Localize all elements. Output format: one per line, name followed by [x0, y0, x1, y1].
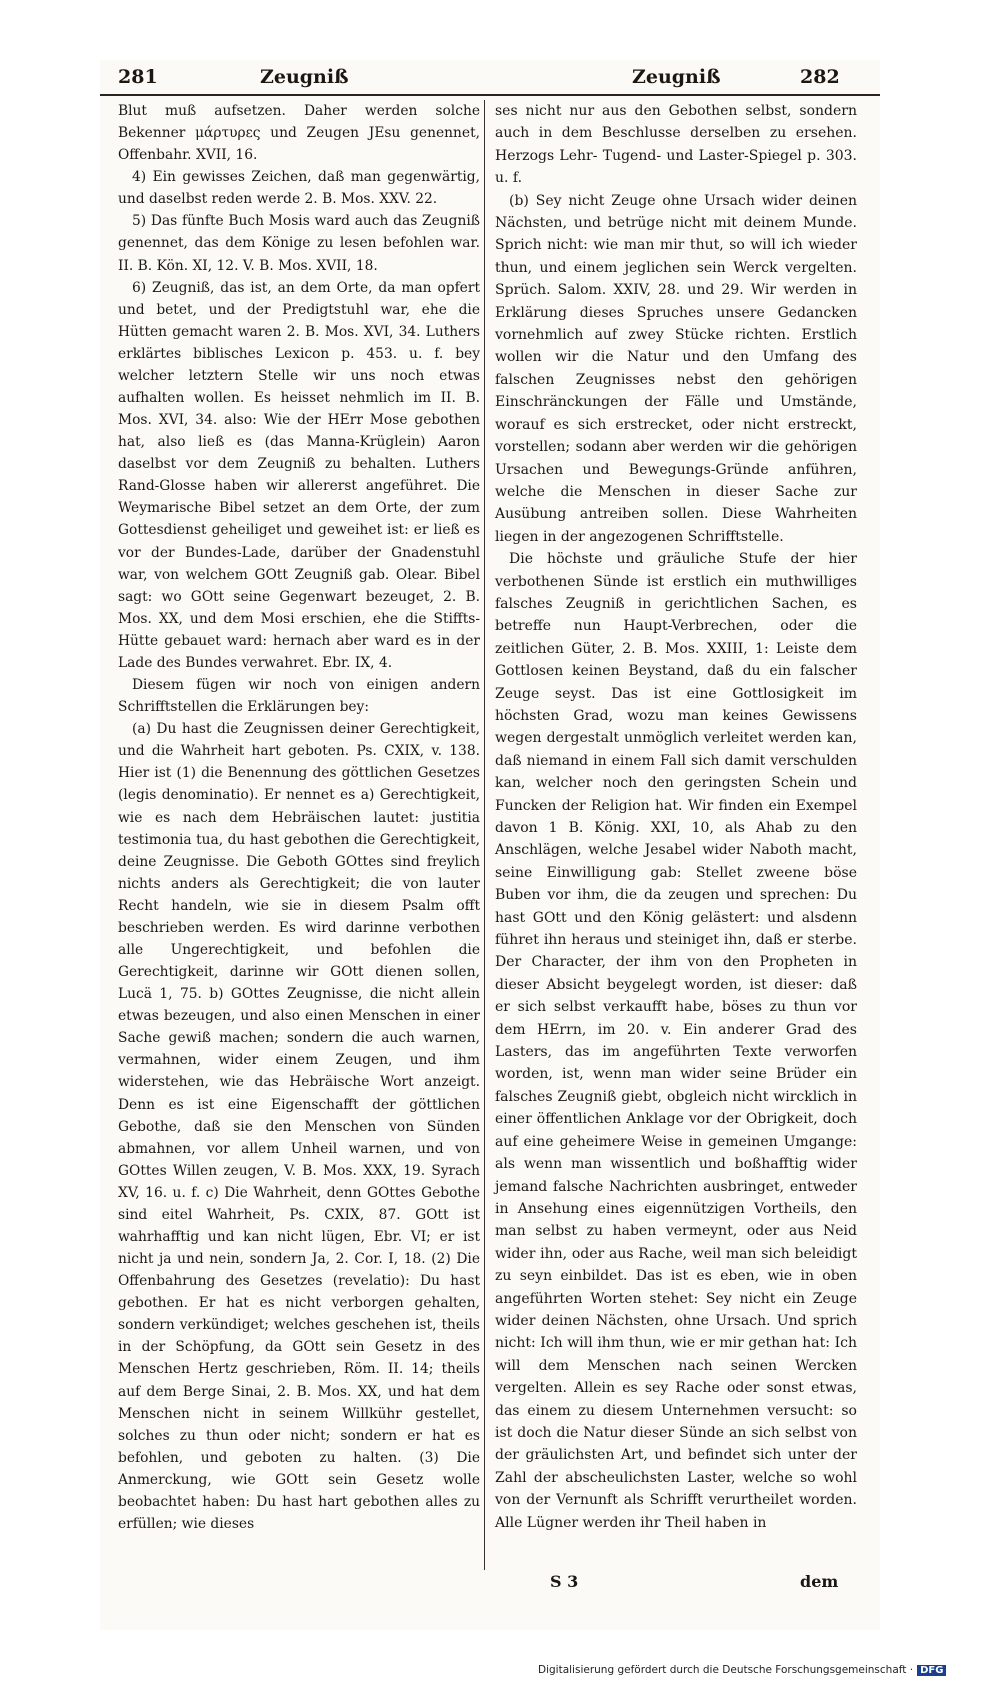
paragraph: Blut muß aufsetzen. Daher werden solche Bekenner μάρτυρες und Zeugen JEsu genennet, Offenbahr. XVII, 16. [118, 103, 480, 164]
paragraph: ses nicht nur aus den Gebothen selbst, sondern auch in dem Beschlusse derselben zu ersehen. Herzogs Lehr- Tugend- und Laster-Spiegel p. 303. u. f. [495, 103, 857, 187]
page-number-left: 281 [118, 66, 158, 88]
signature-mark: S 3 [550, 1572, 579, 1591]
paragraph: (b) Sey nicht Zeuge ohne Ursach wider deinen Nächsten, und betrüge nicht mit deinem Munde. Sprich nicht: wie man mir thut, so will ich wieder thun, und einem jeglichen sein Werck vergelten. Sprüch. Salom. XXIV, 28. und 29. Wir werden in Erklärung dieses Spruches unsere Gedancken vornehmlich auf zwey Stücke richten. Erstlich wollen wir die Natur und den Umfang des falschen Zeugnisses nebst den gehörigen Einschränckungen der Fälle und Umstände, worauf es sich erstrecket, oder nicht erstreckt, vorstellen; sodann aber werden wir die gehörigen Ursachen und Bewegungs-Gründe anführen, welche die Menschen in dieser Sache zur Ausübung antreiben sollen. Diese Wahrheiten liegen in der angezogenen Schrifftstelle. [495, 192, 857, 545]
column-divider [484, 100, 485, 1570]
paragraph: 5) Das fünfte Buch Mosis ward auch das Zeugniß genennet, das dem Könige zu lesen befohlen war. II. B. Kön. XI, 12. V. B. Mos. XVII, 18. [118, 213, 480, 274]
paragraph: (a) Du hast die Zeugnissen deiner Gerechtigkeit, und die Wahrheit hart geboten. Ps. CXIX, v. 138. Hier ist (1) die Benennung des göttlichen Gesetzes (legis denominatio). Er nennet es a) Gerechtigkeit, wie es nach dem Hebräischen lautet: justitia testimonia tua, du hast gebothen die Gerechtigkeit, deine Zeugnisse. Die Geboth GOttes sind freylich nichts anders als Gerechtigkeit; die von lauter Recht handeln, wie sie in diesem Psalm offt beschrieben werden. Es wird darinne verbothen alle Ungerechtigkeit, und befohlen die Gerechtigkeit, darinne wir GOtt dienen sollen, Lucä 1, 75. b) GOttes Zeugnisse, die nicht allein etwas bezeugen, und also einen Menschen in einer Sache gewiß machen; sondern die auch warnen, vermahnen, wider einem Zeugen, und ihm widerstehen, wie das Hebräische Wort anzeigt. Denn es ist eine Eigenschafft der göttlichen Gebothe, daß sie den Menschen von Sünden abmahnen, vor allem Unheil warnen, und von GOttes Willen zeugen, V. B. Mos. XXX, 19. Syrach XV, 16. u. f. c) Die Wahrheit, denn GOttes Gebothe sind eitel Wahrheit, Ps. CXIX, 87. GOtt ist wahrhafftig und kan nicht lügen, Ebr. VI; er ist nicht ja und nein, sondern Ja, 2. Cor. I, 18. (2) Die Offenbahrung des Gesetzes (revelatio): Du hast gebothen. Er hat es nicht verborgen gehalten, sondern verkündiget; welches geschehen ist, theils in der Schöpfung, da GOtt sein Gesetz in des Menschen Hertz geschrieben, Röm. II. 14; theils auf dem Berge Sinai, 2. B. Mos. XX, und hat dem Menschen nicht in seinem Willkühr gestellet, solches zu thun oder nicht; sondern er hat es befohlen, und geboten zu halten. (3) Die Anmerckung, wie GOtt sein Gesetz wolle beobachtet haben: Du hast hart gebothen alles zu erfüllen; wie dieses [118, 721, 480, 1532]
paragraph: 6) Zeugniß, das ist, an dem Orte, da man opfert und betet, und der Predigtstuhl war, ehe die Hütten gemacht waren 2. B. Mos. XVI, 34. Luthers erklärtes biblisches Lexicon p. 453. u. f. bey welcher letztern Stelle wir uns noch etwas aufhalten wollen. Es heisset nehmlich im II. B. Mos. XVI, 34. also: Wie der HErr Mose gebothen hat, also ließ es (das Manna-Krüglein) Aaron daselbst vor dem Zeugniß zu behalten. Luthers Rand-Glosse haben wir allererst angeführet. Die Weymarische Bibel setzet an dem Orte, der zum Gottesdienst geheiliget und geweihet ist: er ließ es vor der Bundes-Lade, darüber der Gnadenstuhl war, von welchem GOtt Zeugniß gab. Olear. Bibel sagt: wo GOtt seine Gegenwart bezeuget, 2. B. Mos. XX, und dem Mosi erschien, ehe die Stiffts-Hütte gebauet ward: hernach aber ward es in der Lade des Bundes verwahret. Ebr. IX, 4. [118, 279, 480, 671]
dfg-credit-text: Digitalisierung gefördert durch die Deutsche Forschungsgemeinschaft · [538, 1664, 914, 1676]
paragraph: 4) Ein gewisses Zeichen, daß man gegenwärtig, und daselbst reden werde 2. B. Mos. XXV. 22. [118, 169, 480, 208]
running-header [100, 60, 880, 96]
book-page [100, 60, 880, 1630]
paragraph: Diesem fügen wir noch von einigen andern Schrifftstellen die Erklärungen bey: [118, 677, 480, 716]
dfg-credit-line [538, 1664, 946, 1676]
dfg-logo: DFG [917, 1665, 946, 1676]
paragraph: Die höchste und gräuliche Stufe der hier verbothenen Sünde ist erstlich ein muthwilliges falsches Zeugniß in gerichtlichen Sachen, es betreffe nun Haupt-Verbrechen, oder die zeitlichen Güter, 2. B. Mos. XXIII, 1: Leiste dem Gottlosen keinen Beystand, daß du ein falscher Zeuge seyst. Das ist eine Gottlosigkeit im höchsten Grad, wozu man keines Gewissens wegen dergestalt unmöglich verleitet werden kan, daß niemand in einem Fall sich damit verschulden kan, welcher noch den geringsten Schein und Funcken der Religion hat. Wir finden ein Exempel davon 1 B. König. XXI, 10, als Ahab zu den Anschlägen, welche Jesabel wider Naboth macht, seine Einwilligung gab: Stellet zweene böse Buben vor ihm, die da zeugen und sprechen: Du hast GOtt und den König gelästert: und alsdenn führet ihn heraus und steiniget ihn, daß er sterbe. Der Character, der ihm von den Propheten in dieser Absicht beygelegt worden, ist dieser: daß er sich selbst verkaufft habe, böses zu thun vor dem HErrn, im 20. v. Ein anderer Grad des Lasters, das im angeführten Texte verworfen worden, ist, wenn man wider seine Brüder ein falsches Zeugniß giebt, obgleich nicht wircklich in einer öffentlichen Anklage vor der Obrigkeit, doch auf eine geheimere Weise in gemeinen Umgange: als wenn man wissentlich und boßhafftig wider jemand falsche Nachrichten ausbringet, entweder in Ansehung eines eigennützigen Vortheils, den man selbst zu haben vermeynt, oder aus Neid wider ihn, oder aus Rache, weil man sich beleidigt zu seyn einbildet. Das ist es eben, wie in oben angeführten Worten stehet: Sey nicht ein Zeuge wider deinen Nächsten, ohne Ursach. Und sprich nicht: Ich will ihm thun, wie er mir gethan hat: Ich will dem Menschen nach seinen Wercken vergelten. Allein es sey Rache oder sonst etwas, das einem zu diesem Unternehmen versucht: so ist doch die Natur dieser Sünde an sich selbst von der gräulichsten Art, und befindet sich unter der Zahl der abscheulichsten Laster, welche so wohl von der Vernunft als Schrifft verurtheilet worden. Alle Lügner werden ihr Theil haben in [495, 551, 857, 1531]
headword-left: Zeugniß [260, 66, 349, 88]
headword-right: Zeugniß [632, 66, 721, 88]
left-column [118, 100, 480, 1535]
right-column [495, 100, 857, 1534]
catchword: dem [800, 1572, 839, 1591]
page-number-right: 282 [800, 66, 840, 88]
